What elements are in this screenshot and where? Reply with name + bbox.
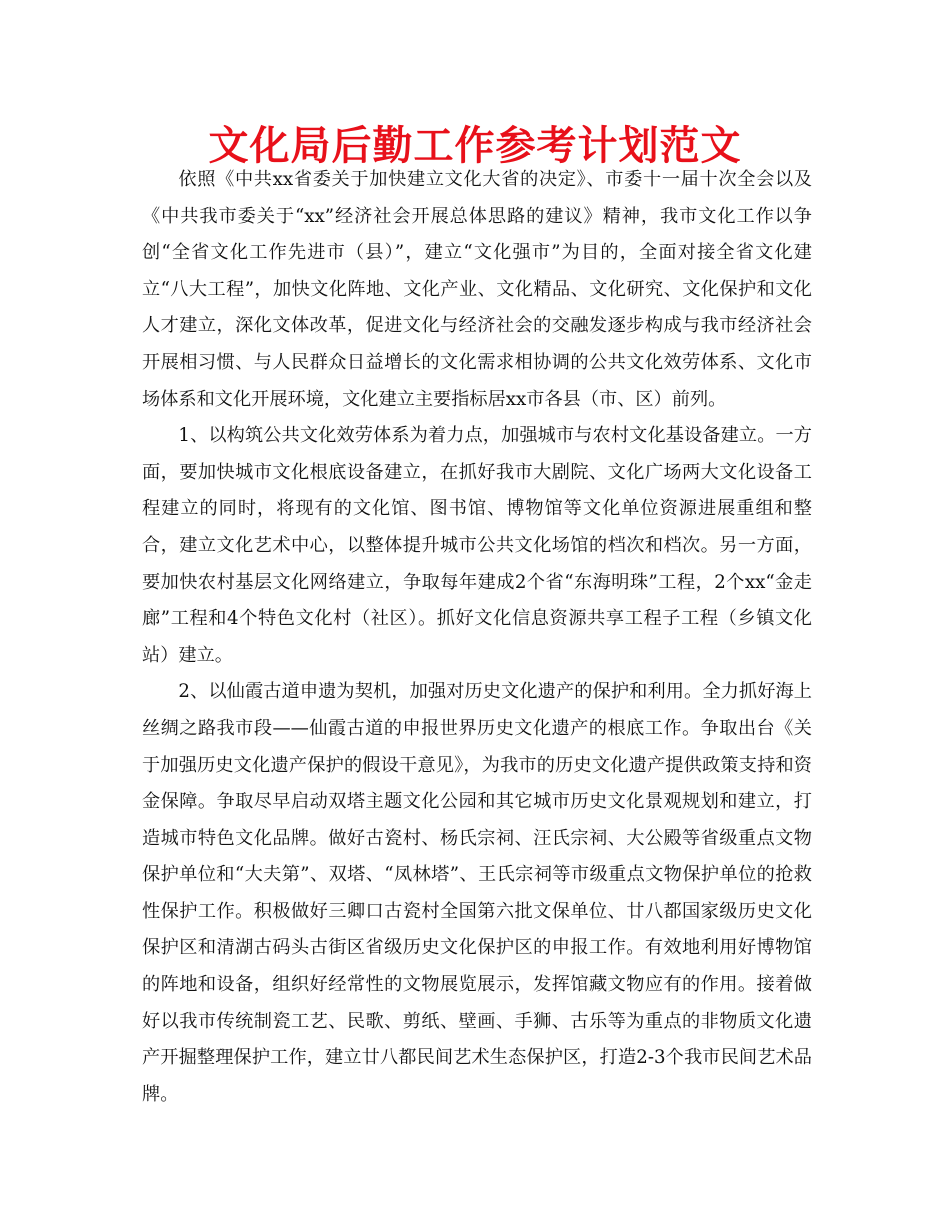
- paragraph-intro: 依照《中共xx省委关于加快建立文化大省的决定》、市委十一届十次全会以及《中共我市委关于“xx”经济社会开展总体思路的建议》精神，我市文化工作以争创“全省文化工作先进市（县）”，建立“文化强市”为目的，全面对接全省文化建立“八大工程”，加快文化阵地、文化产业、文化精品、文化研究、文化保护和文化人才建立，深化文体改革，促进文化与经济社会的交融发逐步构成与我市经济社会开展相习惯、与人民群众日益增长的文化需求相协调的公共文化效劳体系、文化市场体系和文化开展环境，文化建立主要指标居xx市各县（市、区）前列。: [142, 169, 812, 410]
- paragraph-item-1: 1、以构筑公共文化效劳体系为着力点，加强城市与农村文化基设备建立。一方面，要加快城市文化根底设备建立，在抓好我市大剧院、文化广场两大文化设备工程建立的同时，将现有的文化馆、图书馆、博物馆等文化单位资源进展重组和整合，建立文化艺术中心，以整体提升城市公共文化场馆的档次和档次。另一方面，要加快农村基层文化网络建立，争取每年建成2个省“东海明珠”工程，2个xx“金走廊”工程和4个特色文化村（社区）。抓好文化信息资源共享工程子工程（乡镇文化站）建立。: [142, 425, 812, 666]
- document-body: [142, 162, 812, 1113]
- document-title: 文化局后勤工作参考计划范文: [208, 123, 742, 169]
- paragraph-item-2: 2、以仙霞古道申遗为契机，加强对历史文化遗产的保护和利用。全力抓好海上丝绸之路我市段——仙霞古道的申报世界历史文化遗产的根底工作。争取出台《关于加强历史文化遗产保护的假设干意见》，为我市的历史文化遗产提供政策支持和资金保障。争取尽早启动双塔主题文化公园和其它城市历史文化景观规划和建立，打造城市特色文化品牌。做好古瓷村、杨氏宗祠、汪氏宗祠、大公殿等省级重点文物保护单位和“大夫第”、双塔、“凤林塔”、王氏宗祠等市级重点文物保护单位的抢救性保护工作。积极做好三卿口古瓷村全国第六批文保单位、廿八都国家级历史文化保护区和清湖古码头古街区省级历史文化保护区的申报工作。有效地利用好博物馆的阵地和设备，组织好经常性的文物展览展示，发挥馆藏文物应有的作用。接着做好以我市传统制瓷工艺、民歌、剪纸、壁画、手狮、古乐等为重点的非物质文化遗产开掘整理保护工作，建立廿八都民间艺术生态保护区，打造2-3个我市民间艺术品牌。: [142, 681, 812, 1105]
